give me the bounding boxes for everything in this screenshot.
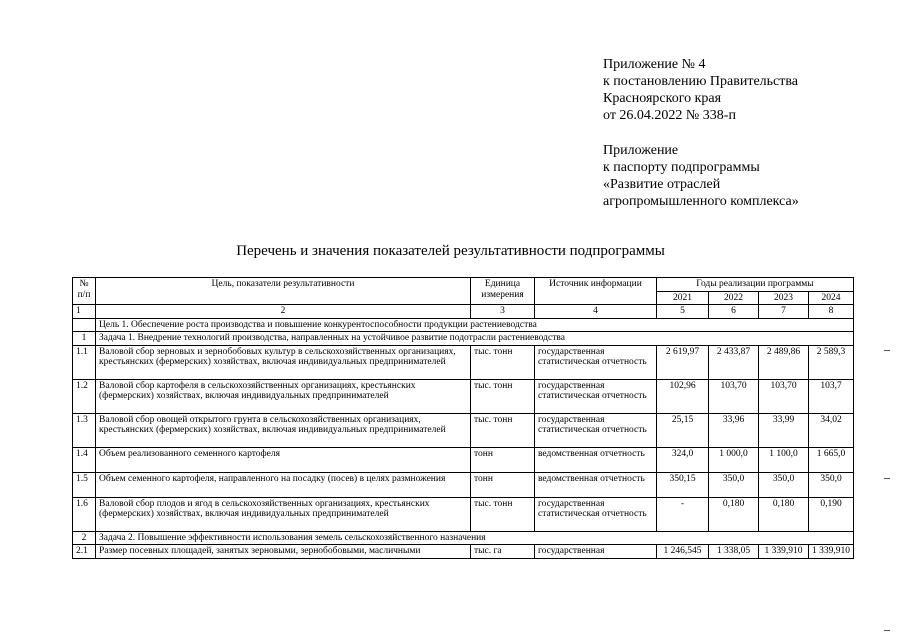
value-2024: 0,190 (809, 497, 854, 531)
value-2024: 103,7 (809, 379, 854, 413)
section-row (73, 318, 854, 332)
value-2023: 1 100,0 (759, 447, 809, 472)
value-2021: 2 619,97 (657, 345, 709, 379)
row-number: 2.1 (73, 545, 96, 559)
value-2021: 324,0 (657, 447, 709, 472)
section-number: 1 (73, 332, 96, 346)
document-title: Перечень и значения показателей результативности подпрограммы (236, 243, 665, 259)
value-2023: 103,70 (759, 379, 809, 413)
source-cell: государственная статистическая отчетность (535, 497, 657, 531)
column-number: 7 (759, 305, 809, 319)
section-text: Задача 1. Внедрение технологий производства, направленных на устойчивое развитие подотрасли растениеводства (96, 332, 854, 346)
appendix-line: Приложение № 4 (603, 57, 706, 72)
indicator-name: Валовой сбор овощей открытого грунта в сельскохозяйственных организациях, крестьянских (фермерских) хозяйствах, включая индивидуальных предпринимателей (96, 413, 471, 447)
appendix-line: к постановлению Правительства (603, 74, 799, 89)
header-years-group: Годы реализации программы (657, 278, 854, 292)
value-2023: 350,0 (759, 472, 809, 497)
header-unit: Единица измерения (471, 278, 535, 305)
column-number: 8 (809, 305, 854, 319)
value-2024: 1 339,910 (809, 545, 854, 559)
appendix-line: Красноярского края (603, 91, 722, 106)
unit-cell: тыс. тонн (471, 379, 535, 413)
value-2022: 33,96 (709, 413, 759, 447)
column-number: 3 (471, 305, 535, 319)
row-number: 1.3 (73, 413, 96, 447)
indicator-name: Валовой сбор плодов и ягод в сельскохозяйственных организациях, крестьянских (фермерских) хозяйствах, включая индивидуальных предпринимателей (96, 497, 471, 531)
column-number: 5 (657, 305, 709, 319)
table-row (73, 413, 854, 447)
header-year: 2024 (809, 291, 854, 305)
value-2022: 1 338,05 (709, 545, 759, 559)
indicator-name: Размер посевных площадей, занятых зерновыми, зернобобовыми, масличными (96, 545, 471, 559)
row-number: 1.4 (73, 447, 96, 472)
unit-cell: тыс. тонн (471, 345, 535, 379)
value-2024: 1 665,0 (809, 447, 854, 472)
value-2022: 2 433,87 (709, 345, 759, 379)
header-year: 2023 (759, 291, 809, 305)
passport-line: агропромышленного комплекса» (603, 194, 799, 209)
passport-line: «Развитие отраслей (603, 177, 721, 192)
indicators-table (72, 277, 854, 559)
indicator-name: Объем реализованного семенного картофеля (96, 447, 471, 472)
value-2021: 1 246,545 (657, 545, 709, 559)
value-2022: 1 000,0 (709, 447, 759, 472)
scan-mark (884, 478, 890, 479)
value-2024: 350,0 (809, 472, 854, 497)
passport-line: Приложение (603, 143, 679, 158)
unit-cell: тыс. га (471, 545, 535, 559)
document-header (603, 56, 799, 210)
scan-mark (884, 630, 890, 631)
value-2022: 350,0 (709, 472, 759, 497)
value-2024: 34,02 (809, 413, 854, 447)
source-cell: ведомственная отчетность (535, 447, 657, 472)
unit-cell: тонн (471, 472, 535, 497)
table-row (73, 472, 854, 497)
source-cell: ведомственная отчетность (535, 472, 657, 497)
row-number: 1.2 (73, 379, 96, 413)
source-cell: государственная (535, 545, 657, 559)
value-2022: 103,70 (709, 379, 759, 413)
value-2023: 0,180 (759, 497, 809, 531)
source-cell: государственная статистическая отчетность (535, 379, 657, 413)
column-number: 2 (96, 305, 471, 319)
source-cell: государственная статистическая отчетность (535, 413, 657, 447)
header-goal: Цель, показатели результативности (96, 278, 471, 305)
indicator-name: Объем семенного картофеля, направленного на посадку (посев) в целях размножения (96, 472, 471, 497)
section-row (73, 531, 854, 545)
header-source: Источник информации (535, 278, 657, 305)
column-numbers-row (73, 305, 854, 319)
column-number: 4 (535, 305, 657, 319)
source-cell: государственная статистическая отчетность (535, 345, 657, 379)
column-number: 6 (709, 305, 759, 319)
table-row (73, 497, 854, 531)
value-2024: 2 589,3 (809, 345, 854, 379)
value-2021: - (657, 497, 709, 531)
value-2023: 33,99 (759, 413, 809, 447)
table-row (73, 345, 854, 379)
table-row (73, 447, 854, 472)
row-number: 1.5 (73, 472, 96, 497)
indicator-name: Валовой сбор картофеля в сельскохозяйственных организациях, крестьянских (фермерских) хозяйствах, включая индивидуальных предпринимателей (96, 379, 471, 413)
section-number (73, 318, 96, 332)
value-2021: 102,96 (657, 379, 709, 413)
value-2023: 2 489,86 (759, 345, 809, 379)
header-no: № п/п (73, 278, 96, 305)
section-row (73, 332, 854, 346)
column-number: 1 (73, 305, 96, 319)
row-number: 1.1 (73, 345, 96, 379)
unit-cell: тыс. тонн (471, 497, 535, 531)
header-year: 2021 (657, 291, 709, 305)
section-number: 2 (73, 531, 96, 545)
value-2021: 350,15 (657, 472, 709, 497)
table-row (73, 379, 854, 413)
row-number: 1.6 (73, 497, 96, 531)
passport-line: к паспорту подпрограммы (603, 160, 760, 175)
section-text: Цель 1. Обеспечение роста производства и повышение конкурентоспособности продукции растениеводства (96, 318, 854, 332)
value-2023: 1 339,910 (759, 545, 809, 559)
appendix-line: от 26.04.2022 № 338-п (603, 108, 736, 123)
indicator-name: Валовой сбор зерновых и зернобобовых культур в сельскохозяйственных организациях, крестьянских (фермерских) хозяйствах, включая индивидуальных предпринимателей (96, 345, 471, 379)
unit-cell: тыс. тонн (471, 413, 535, 447)
scan-mark (884, 350, 890, 351)
table-row (73, 545, 854, 559)
header-year: 2022 (709, 291, 759, 305)
value-2021: 25,15 (657, 413, 709, 447)
value-2022: 0,180 (709, 497, 759, 531)
section-text: Задача 2. Повышение эффективности использования земель сельскохозяйственного назначения (96, 531, 854, 545)
unit-cell: тонн (471, 447, 535, 472)
